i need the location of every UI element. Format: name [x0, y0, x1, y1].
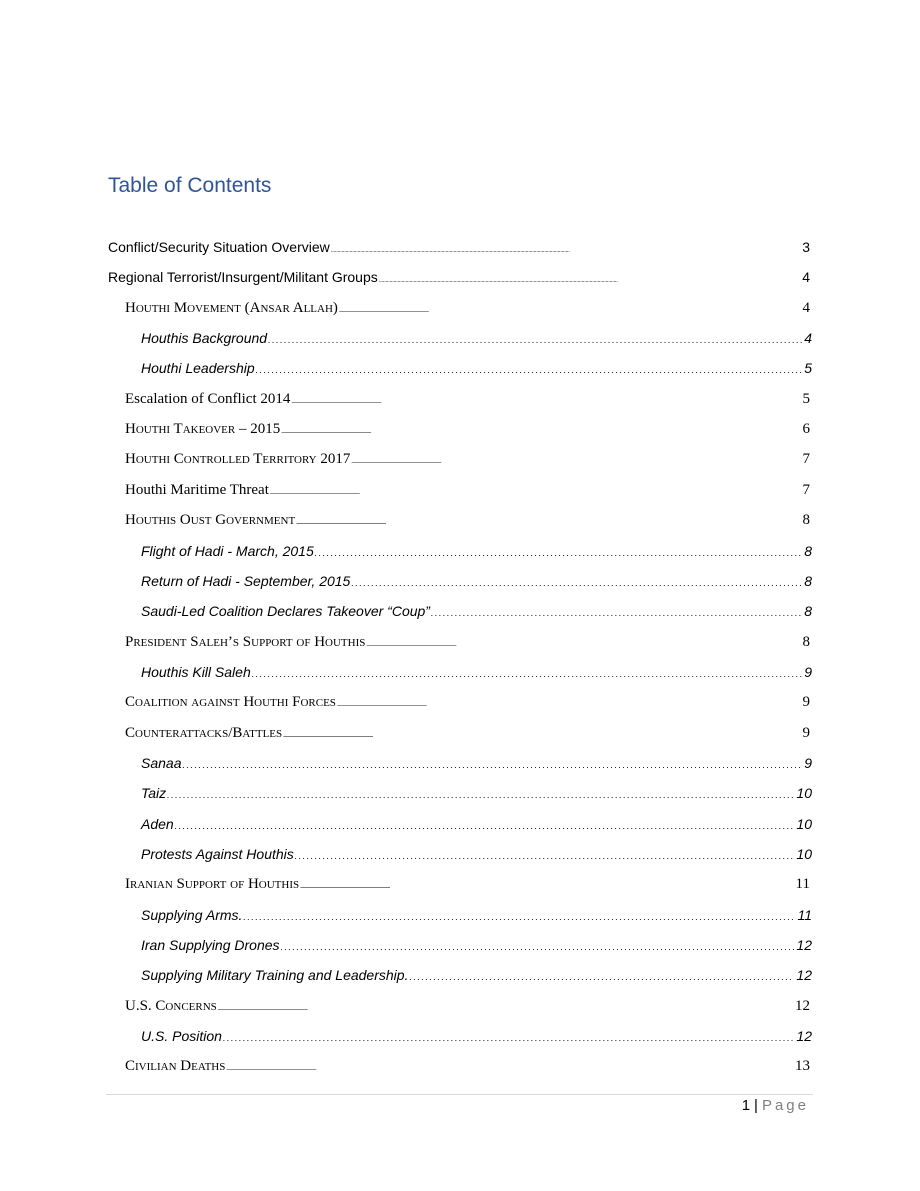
- toc-entry-page: 8: [802, 512, 810, 529]
- toc-entry-page: 8: [804, 572, 812, 589]
- toc-leader-dots: [270, 479, 801, 505]
- toc-leader-dots: [337, 691, 801, 717]
- toc-entry[interactable]: [141, 540, 812, 562]
- toc-entry-page: 12: [796, 967, 812, 984]
- toc-entry[interactable]: [141, 357, 812, 379]
- toc-entry-page: 8: [802, 633, 810, 650]
- toc-leader-dots: [283, 722, 800, 748]
- toc-entry-page: 12: [796, 1028, 812, 1045]
- toc-entry[interactable]: [125, 388, 810, 410]
- toc-entry-label: Houthis Oust Government: [125, 512, 296, 529]
- toc-entry-page: 9: [802, 724, 810, 741]
- toc-entry-page: 9: [804, 754, 812, 771]
- toc-entry-page: 11: [795, 876, 810, 893]
- footer-divider: [106, 1094, 813, 1095]
- toc-leader-dots: [182, 752, 802, 776]
- toc-leader-dots: [315, 540, 802, 564]
- toc-entry-page: 12: [796, 937, 812, 954]
- toc-leader-dots: [351, 448, 800, 474]
- toc-entry-page: 8: [804, 603, 812, 620]
- toc-entry[interactable]: [125, 1055, 810, 1077]
- toc-entry[interactable]: [141, 782, 812, 804]
- toc-entry[interactable]: [125, 691, 810, 713]
- toc-leader-dots: [339, 297, 801, 323]
- toc-entry-page: 4: [802, 269, 810, 286]
- toc-entry-label: Houthi Takeover – 2015: [125, 421, 281, 438]
- toc-entry[interactable]: [141, 327, 812, 349]
- toc-entry-label: Taiz: [141, 785, 167, 802]
- toc-entry[interactable]: [108, 266, 810, 288]
- toc-entry-page: 5: [802, 390, 810, 407]
- toc-entry-page: 9: [802, 694, 810, 711]
- toc-entry-page: 10: [796, 785, 812, 802]
- toc-entry-page: 12: [795, 997, 810, 1014]
- toc-leader-dots: [331, 236, 800, 262]
- toc-entry[interactable]: [108, 236, 810, 258]
- toc-entry-label: Conflict/Security Situation Overview: [108, 239, 330, 255]
- toc-entry-page: 8: [804, 542, 812, 559]
- toc-entry[interactable]: [141, 843, 812, 865]
- toc-entry-page: 13: [795, 1058, 810, 1075]
- toc-leader-dots: [281, 934, 795, 958]
- toc-entry-page: 10: [796, 815, 812, 832]
- toc-entry-label: Iranian Support of Houthis: [125, 876, 300, 893]
- toc-leader-dots: [296, 509, 800, 535]
- toc-entry-page: 7: [802, 481, 810, 498]
- toc-leader-dots: [409, 964, 794, 988]
- toc-entry[interactable]: [141, 904, 812, 926]
- toc-entry-label: Protests Against Houthis: [141, 846, 294, 862]
- toc-leader-dots: [291, 388, 800, 414]
- toc-entry[interactable]: [125, 631, 810, 653]
- toc-entry-label: Aden: [141, 815, 174, 832]
- toc-entry-label: Supplying Arms.: [141, 906, 243, 923]
- toc-title: Table of Contents: [108, 174, 272, 197]
- toc-entry-label: President Saleh’s Support of Houthis: [125, 633, 366, 650]
- toc-entry[interactable]: [125, 418, 810, 440]
- toc-entry-label: Houthi Leadership: [141, 360, 255, 377]
- toc-entry[interactable]: [141, 570, 812, 592]
- toc-leader-dots: [366, 631, 800, 657]
- toc-leader-dots: [281, 418, 800, 444]
- toc-entry-page: 6: [802, 421, 810, 438]
- toc-leader-dots: [431, 600, 802, 624]
- toc-entry-label: Sanaa: [141, 754, 182, 771]
- toc-entry-label: Houthis Kill Saleh: [141, 663, 251, 680]
- page-footer: [742, 1097, 809, 1114]
- toc-entry[interactable]: [141, 600, 812, 622]
- toc-entry-page: 4: [802, 299, 810, 316]
- toc-leader-dots: [252, 661, 802, 685]
- toc-entry-label: Coalition against Houthi Forces: [125, 694, 336, 711]
- toc-leader-dots: [167, 782, 794, 806]
- toc-entry[interactable]: [141, 813, 812, 835]
- toc-entry-label: Saudi-Led Coalition Declares Takeover “Coup”: [141, 603, 430, 620]
- toc-entry[interactable]: [125, 509, 810, 531]
- toc-leader-dots: [351, 570, 802, 594]
- toc-entry-label: Flight of Hadi - March, 2015: [141, 542, 314, 559]
- toc-entry-page: 4: [804, 330, 812, 347]
- toc-leader-dots: [295, 843, 795, 867]
- toc-entry[interactable]: [125, 873, 810, 895]
- toc-entry[interactable]: [125, 448, 810, 470]
- toc-entry[interactable]: [141, 1025, 812, 1047]
- toc-entry-page: 10: [796, 846, 812, 862]
- toc-entry-page: 9: [804, 663, 812, 680]
- toc-entry-label: Regional Terrorist/Insurgent/Militant Groups: [108, 269, 378, 286]
- toc-entry-label: Houthi Maritime Threat: [125, 481, 269, 498]
- toc-entry-label: Return of Hadi - September, 2015: [141, 572, 351, 589]
- toc-entry[interactable]: [125, 479, 810, 501]
- toc-entry[interactable]: [125, 297, 810, 319]
- toc-leader-dots: [379, 266, 800, 292]
- toc-leader-dots: [175, 813, 795, 837]
- toc-entry-label: Iran Supplying Drones: [141, 937, 280, 954]
- page-number: 1: [741, 1097, 751, 1114]
- toc-entry-label: Supplying Military Training and Leadership.: [141, 967, 409, 984]
- toc-entry-page: 7: [802, 451, 810, 468]
- toc-leader-dots: [256, 357, 803, 381]
- toc-entry-label: Houthi Movement (Ansar Allah): [125, 299, 338, 316]
- toc-entry[interactable]: [141, 752, 812, 774]
- toc-entry-page: 5: [804, 360, 812, 377]
- toc-entry-label: Escalation of Conflict 2014: [125, 390, 291, 407]
- page-separator: |: [754, 1097, 758, 1114]
- toc-entry-label: Civilian Deaths: [125, 1058, 226, 1075]
- toc-entry[interactable]: [125, 995, 810, 1017]
- toc-leader-dots: [226, 1055, 793, 1081]
- toc-entry[interactable]: [141, 964, 812, 986]
- toc-entry-label: Counterattacks/Battles: [125, 724, 283, 741]
- toc-entry-label: Houthi Controlled Territory 2017: [125, 451, 351, 468]
- toc-entry-label: Houthis Background: [141, 330, 268, 347]
- page-word: Page: [761, 1097, 809, 1114]
- toc-leader-dots: [268, 327, 802, 351]
- toc-entry[interactable]: [141, 661, 812, 683]
- toc-entry[interactable]: [141, 934, 812, 956]
- toc-entry-label: U.S. Concerns: [125, 997, 217, 1014]
- toc-leader-dots: [243, 904, 795, 928]
- toc-entry-label: U.S. Position: [141, 1028, 222, 1045]
- toc-entry[interactable]: [125, 722, 810, 744]
- toc-entry-page: 11: [797, 906, 812, 923]
- toc-leader-dots: [223, 1025, 794, 1049]
- toc-leader-dots: [300, 873, 793, 899]
- toc-leader-dots: [218, 995, 793, 1021]
- toc-entry-page: 3: [802, 239, 810, 255]
